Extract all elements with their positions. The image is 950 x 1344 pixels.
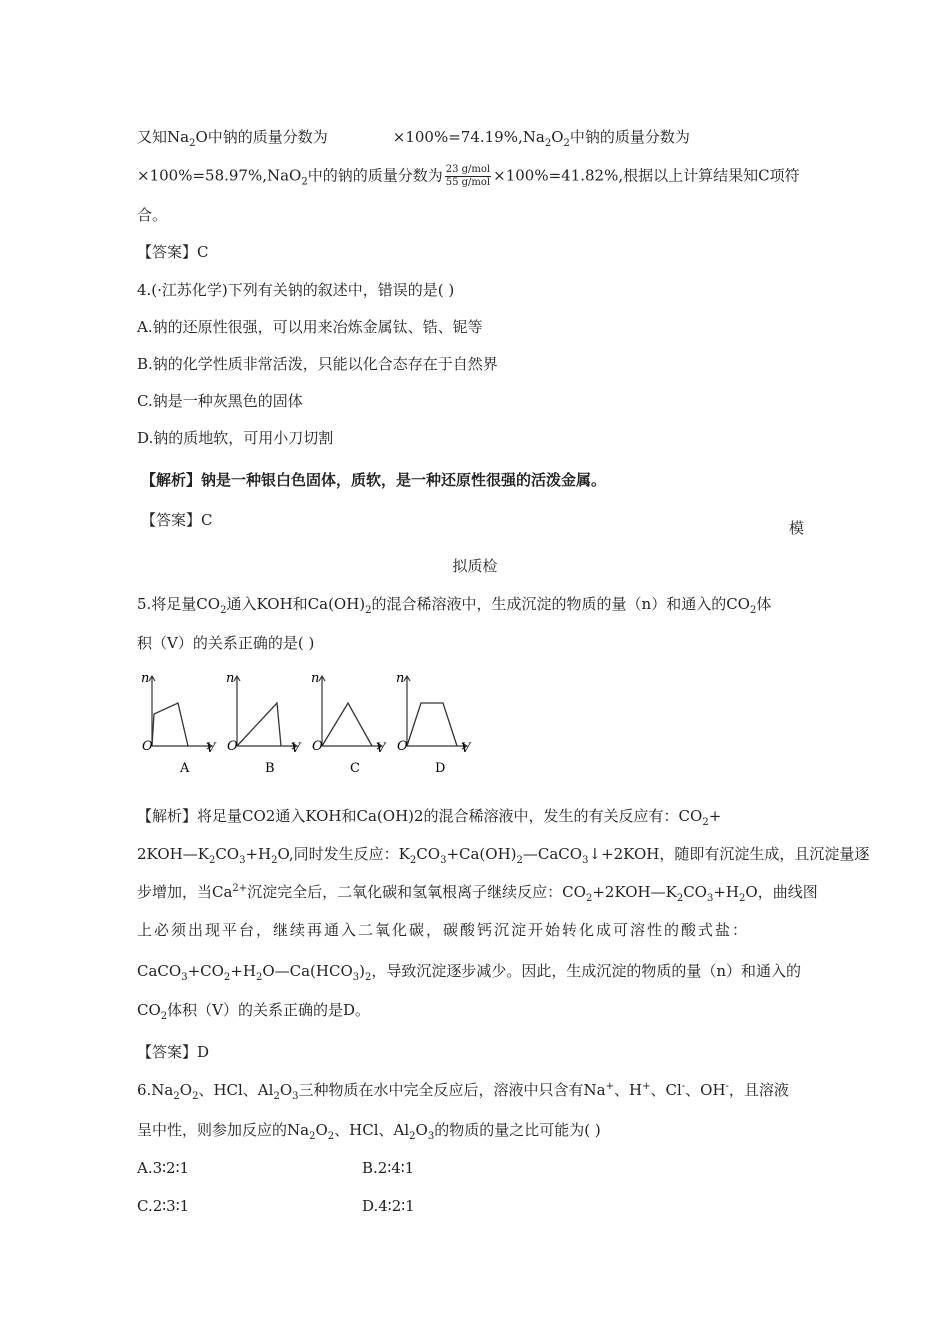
subscript: 2 — [749, 605, 757, 616]
answer-3: 【答案】C — [137, 243, 209, 261]
text: ×100%=41.82%,根据以上计算结果知C项符 — [493, 166, 800, 185]
subscript: 2 — [676, 893, 684, 904]
explanation-5-line-6 — [137, 1000, 370, 1020]
subscript: 2 — [220, 605, 227, 616]
question-4-option-b: B.钠的化学性质非常活泼，只能以化合态存在于自然界 — [137, 355, 498, 373]
text: 中钠的质量分数为 — [569, 128, 690, 146]
text: 、HCl、Al — [198, 1081, 274, 1099]
text: —CaCO — [522, 845, 583, 863]
question-6-option-b: B.2∶4∶1 — [362, 1159, 415, 1177]
graph-label-d: D — [435, 761, 446, 776]
question-4-option-a: A.钠的还原性很强，可以用来冶炼金属钛、锆、铌等 — [137, 318, 483, 336]
text: 又知Na — [137, 128, 190, 146]
text: O中钠的质量分数为 — [195, 128, 328, 146]
text: +2KOH—K — [592, 883, 677, 901]
explanation-4: 【解析】钠是一种银白色固体，质软，是一种还原性很强的活泼金属。 — [141, 471, 607, 489]
subscript: 2 — [271, 855, 278, 866]
x-axis-label: V — [376, 741, 386, 756]
superscript: + — [642, 1081, 651, 1092]
section-heading: 拟质检 — [452, 557, 498, 575]
subscript: 3 — [582, 855, 589, 866]
text: O — [415, 1121, 428, 1139]
question-6-option-d: D.4∶2∶1 — [362, 1197, 415, 1215]
superscript: - — [681, 1081, 686, 1092]
subscript: 2 — [365, 605, 372, 616]
subscript: 3 — [427, 1131, 435, 1142]
fraction-numerator: 23 g/mol — [445, 164, 491, 175]
subscript: 2 — [255, 972, 263, 983]
text: 体积（V）的关系正确的是D。 — [167, 1001, 371, 1019]
subscript: 2 — [309, 1131, 316, 1142]
text: 沉淀完全后，二氧化碳和氢氧根离子继续反应：CO — [247, 883, 586, 901]
question-6-option-a: A.3∶2∶1 — [137, 1159, 190, 1177]
subscript: 2 — [702, 817, 709, 828]
subscript: 2 — [739, 893, 746, 904]
subscript: 2 — [301, 176, 308, 188]
subscript: 3 — [181, 972, 188, 983]
subscript: 3 — [239, 855, 246, 866]
origin-label: O — [227, 739, 238, 754]
text: 、Cl — [650, 1081, 682, 1099]
question-5-line-1 — [137, 594, 771, 614]
graph-d — [396, 672, 472, 776]
graph-a-curve — [152, 703, 188, 746]
text: 6.Na — [137, 1081, 174, 1099]
subscript: 2 — [173, 1091, 180, 1102]
question-6-option-c: C.2∶3∶1 — [137, 1197, 190, 1215]
text: 的物质的量之比可能为( ) — [434, 1121, 601, 1139]
graph-label-c: C — [350, 761, 360, 776]
x-axis-label: V — [206, 741, 216, 756]
text: +H — [713, 883, 740, 901]
text-line-1 — [137, 127, 690, 147]
text: 【解析】将足量CO2通入KOH和Ca(OH)2的混合稀溶液中，发生的有关反应有：CO — [137, 807, 703, 825]
text: CO — [416, 845, 441, 863]
graph-b — [226, 672, 302, 776]
explanation-5-line-2 — [137, 844, 869, 864]
text: ，且溶液 — [728, 1081, 789, 1099]
explanation-5-line-3 — [137, 882, 818, 902]
subscript: 2 — [544, 138, 552, 149]
graph-label-a: A — [180, 761, 190, 776]
text: 、OH — [685, 1081, 726, 1099]
y-axis-label: n — [311, 672, 320, 686]
text-line-2 — [137, 164, 800, 189]
graph-c-curve — [322, 703, 372, 746]
graph-a — [141, 672, 217, 776]
text: CaCO — [137, 962, 182, 980]
text: +H — [245, 845, 272, 863]
question-6-line-2 — [137, 1120, 601, 1140]
text: +Ca(OH) — [446, 845, 517, 863]
question-4-option-d: D.钠的质地软，可用小刀切割 — [137, 429, 334, 447]
y-axis-label: n — [141, 672, 150, 686]
subscript: 2 — [365, 972, 372, 983]
superscript: - — [725, 1081, 729, 1092]
subscript: 2 — [189, 138, 196, 149]
text: ) — [359, 962, 365, 980]
graph-options — [140, 672, 480, 781]
subscript: 2 — [516, 855, 523, 866]
superscript: 2+ — [232, 883, 248, 894]
graph-b-curve — [237, 703, 281, 746]
answer-4: 【答案】C — [141, 511, 213, 529]
question-5-line-2: 积（V）的关系正确的是( ) — [137, 634, 315, 652]
subscript: 3 — [352, 972, 360, 983]
subscript: 2 — [409, 855, 417, 866]
section-heading-part: 模 — [789, 519, 805, 537]
fraction — [445, 164, 491, 189]
graph-label-b: B — [265, 761, 275, 776]
y-axis-label: n — [226, 672, 235, 686]
explanation-5-line-5 — [137, 961, 801, 981]
text: +H — [230, 962, 256, 980]
origin-label: O — [142, 739, 153, 754]
subscript: 2 — [409, 1131, 416, 1142]
text: 呈中性，则参加反应的Na — [137, 1121, 310, 1139]
answer-5: 【答案】D — [137, 1043, 210, 1061]
subscript: 2 — [585, 893, 593, 904]
text: 中的钠的质量分数为 — [307, 166, 443, 185]
graph-options-svg — [140, 672, 480, 777]
text: ×100%=58.97%,NaO — [137, 166, 302, 185]
text: 、H — [613, 1081, 643, 1099]
text: 5.将足量CO — [137, 595, 221, 613]
question-6-line-1 — [137, 1080, 789, 1100]
text: O,同时发生反应：K — [277, 845, 410, 863]
text: 三种物质在水中完全反应后，溶液中只含有Na — [298, 1081, 606, 1099]
text: 2KOH—K — [137, 845, 209, 863]
text: 通入KOH和Ca(OH) — [226, 595, 366, 613]
question-4: 4.(·江苏化学)下列有关钠的叙述中，错误的是( ) — [137, 281, 455, 299]
explanation-5-line-4: 上必须出现平台，继续再通入二氧化碳，碳酸钙沉淀开始转化成可溶性的酸式盐： — [137, 921, 750, 939]
subscript: 2 — [327, 1131, 335, 1142]
explanation-5-line-1 — [137, 806, 721, 826]
text: O — [279, 1081, 293, 1099]
text: CO — [137, 1001, 161, 1019]
x-axis-label: V — [291, 741, 301, 756]
subscript: 2 — [160, 1011, 168, 1022]
text: +CO — [187, 962, 224, 980]
origin-label: O — [312, 739, 323, 754]
text: 步增加，当Ca — [137, 883, 233, 901]
y-axis-label: n — [396, 672, 405, 686]
text-line-3: 合。 — [137, 206, 168, 224]
text: 的混合稀溶液中，生成沉淀的物质的量（n）和通入的CO — [371, 595, 750, 613]
text: O — [179, 1081, 193, 1099]
graph-c — [311, 672, 387, 776]
text: 、HCl、Al — [334, 1121, 410, 1139]
text: O — [315, 1121, 328, 1139]
graph-d-curve — [407, 703, 457, 746]
subscript: 3 — [706, 893, 714, 904]
text: ↓+2KOH，随即有沉淀生成，且沉淀量逐 — [588, 845, 870, 863]
subscript: 2 — [223, 972, 231, 983]
subscript: 3 — [440, 855, 447, 866]
x-axis-label: V — [461, 741, 471, 756]
subscript: 2 — [208, 855, 216, 866]
origin-label: O — [397, 739, 408, 754]
question-4-option-c: C.钠是一种灰黑色的固体 — [137, 392, 303, 410]
subscript: 2 — [563, 138, 570, 149]
subscript: 2 — [192, 1091, 199, 1102]
text: O，曲线图 — [745, 883, 818, 901]
text: O—Ca(HCO — [262, 962, 353, 980]
fraction-denominator: 55 g/mol — [445, 177, 491, 188]
subscript: 3 — [292, 1091, 299, 1102]
text: CO — [215, 845, 240, 863]
text: + — [708, 807, 722, 825]
text: O — [551, 128, 564, 146]
superscript: + — [605, 1081, 614, 1092]
text: 体 — [756, 595, 772, 613]
subscript: 2 — [273, 1091, 280, 1102]
text: ×100%=74.19%,Na — [392, 128, 545, 146]
text: ，导致沉淀逐步减少。因此，生成沉淀的物质的量（n）和通入的 — [371, 962, 802, 980]
text: CO — [683, 883, 707, 901]
